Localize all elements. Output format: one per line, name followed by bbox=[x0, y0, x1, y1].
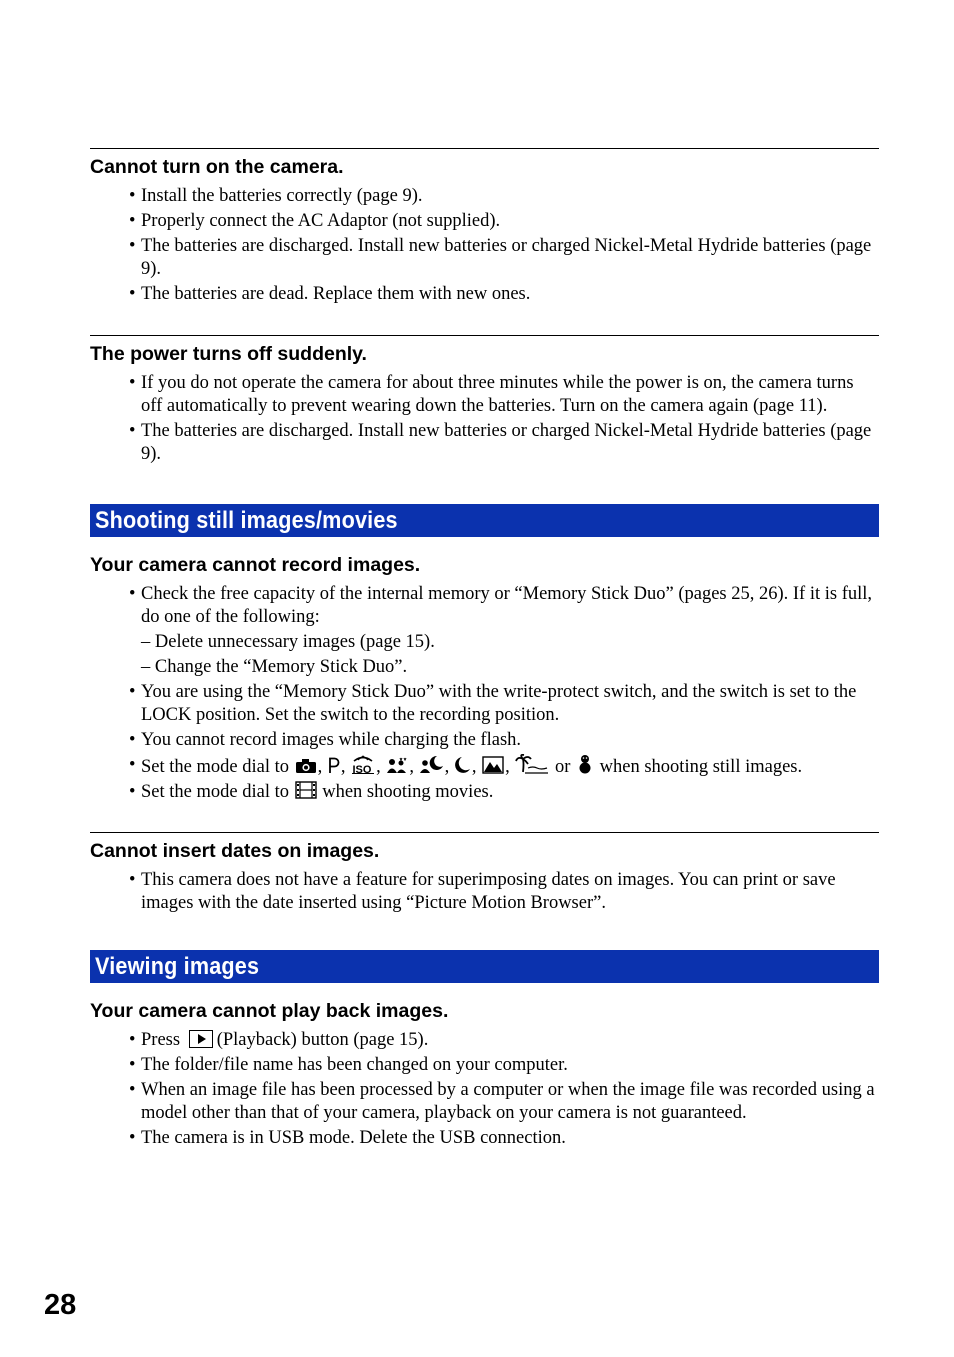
list-item: • When an image file has been processed by a computer or when the image file was recorded using a model other than that of your camera, playback on your camera is not guaranteed. bbox=[129, 1080, 875, 1123]
list-item: • The batteries are dead. Replace them with new ones. bbox=[129, 284, 531, 304]
list-item: • Check the free capacity of the internal memory or “Memory Stick Duo” (pages 25, 26). If it is full, do one of the following: bbox=[129, 584, 873, 627]
program-p-icon bbox=[328, 757, 340, 774]
section-band-shooting: Shooting still images/movies bbox=[90, 504, 879, 537]
heading-cannot-insert-dates: Cannot insert dates on images. bbox=[90, 840, 380, 862]
list-item-movie: • Set the mode dial to when shooting movies. bbox=[129, 782, 494, 802]
list-cannot-record bbox=[90, 583, 879, 804]
list-item-mode-dial: • Set the mode dial to , , ISO , , , , , or when shooting still images. bbox=[129, 755, 803, 777]
list-item: • The folder/file name has been changed on your computer. bbox=[129, 1055, 568, 1075]
beach-icon bbox=[515, 754, 549, 774]
list-item: • You cannot record images while charging the flash. bbox=[129, 730, 522, 750]
section-divider bbox=[90, 832, 879, 833]
soft-snap-icon bbox=[386, 757, 408, 774]
twilight-portrait-icon bbox=[420, 755, 444, 774]
list-item: • If you do not operate the camera for about three minutes while the power is on, the camera turns off automatically to prevent wearing down the batteries. Turn on the camera again (page 11). bbox=[129, 373, 854, 416]
list-cannot-play bbox=[90, 1029, 879, 1150]
playback-button-icon bbox=[189, 1030, 213, 1048]
list-cannot-insert-dates bbox=[90, 869, 879, 915]
list-item: • You are using the “Memory Stick Duo” with the write-protect switch, and the switch is set to the LOCK position. Set the switch to the recording position. bbox=[129, 682, 857, 725]
list-power-off bbox=[90, 372, 879, 466]
heading-cannot-record: Your camera cannot record images. bbox=[90, 554, 421, 576]
list-item: • Properly connect the AC Adaptor (not supplied). bbox=[129, 211, 501, 231]
list-subitem: – Delete unnecessary images (page 15). bbox=[141, 632, 435, 652]
heading-cannot-play: Your camera cannot play back images. bbox=[90, 1000, 449, 1022]
landscape-icon bbox=[482, 756, 504, 774]
twilight-icon bbox=[455, 756, 471, 774]
section-divider bbox=[90, 335, 879, 336]
high-sensitivity-iso-icon bbox=[351, 754, 375, 774]
list-item-press: • Press (Playback) button (page 15). bbox=[129, 1030, 429, 1050]
list-subitem: – Change the “Memory Stick Duo”. bbox=[141, 657, 408, 677]
page-content bbox=[90, 148, 879, 1152]
svg-text:ISO: ISO bbox=[352, 764, 372, 774]
page-number: 28 bbox=[44, 1289, 77, 1321]
list-item: • The camera is in USB mode. Delete the USB connection. bbox=[129, 1128, 566, 1148]
list-item: • This camera does not have a feature for superimposing dates on images. You can print or save images with the date inserted using “Picture Motion Browser”. bbox=[129, 870, 836, 913]
section-band-viewing: Viewing images bbox=[90, 950, 879, 983]
list-cannot-turn-on bbox=[90, 185, 879, 306]
snow-icon bbox=[576, 754, 594, 774]
list-item: • Install the batteries correctly (page 9). bbox=[129, 186, 423, 206]
list-item: • The batteries are discharged. Install new batteries or charged Nickel-Metal Hydride batteries (page 9). bbox=[129, 421, 872, 464]
movie-film-icon bbox=[295, 781, 317, 799]
section-divider bbox=[90, 148, 879, 149]
list-item: • The batteries are discharged. Install new batteries or charged Nickel-Metal Hydride batteries (page 9). bbox=[129, 236, 872, 279]
heading-cannot-turn-on: Cannot turn on the camera. bbox=[90, 156, 344, 178]
heading-power-off: The power turns off suddenly. bbox=[90, 343, 367, 365]
camera-icon bbox=[295, 758, 317, 774]
